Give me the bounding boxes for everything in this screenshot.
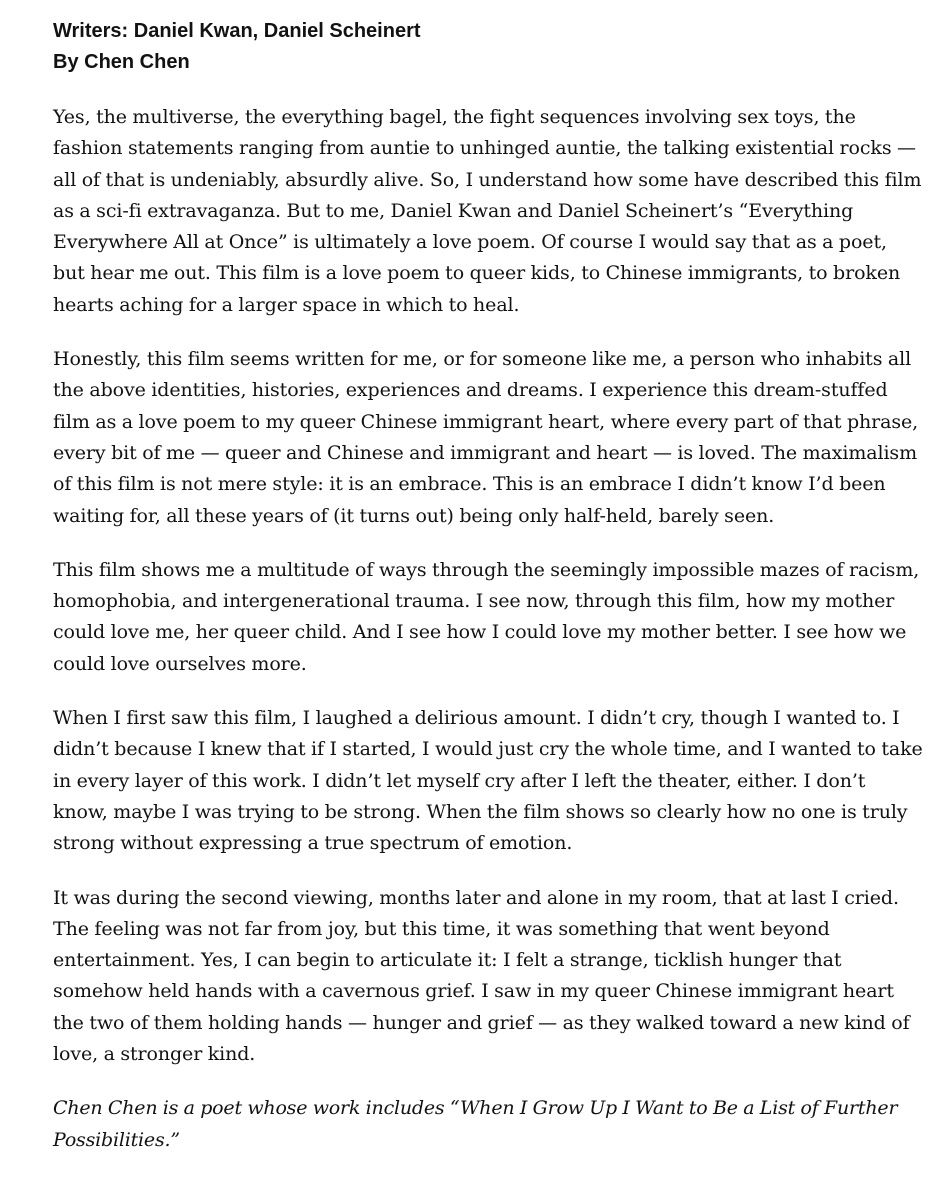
paragraph-5: It was during the second viewing, months later and alone in my room, that at last I cried. The feeling was not far from joy, but this time, it was something that went beyond entertainment. Yes, I can begin to articulate it: I felt a strange, ticklish hunger that somehow held hands with a cavernous grief. I saw in my queer Chinese immigrant heart the two of them holding hands — hunger and grief — as they walked toward a new kind of love, a stronger kind. bbox=[53, 886, 910, 1066]
writers-credit: Writers: Daniel Kwan, Daniel Scheinert bbox=[53, 20, 421, 42]
article-body bbox=[53, 16, 923, 1156]
paragraph-2: Honestly, this film seems written for me, or for someone like me, a person who inhabits all the above identities, histories, experiences and dreams. I experience this dream-stuffed film as a love poem to my queer Chinese immigrant heart, where every part of that phrase, every bit of me — queer and Chinese and immigrant and heart — is loved. The maximalism of this film is not mere style: it is an embrace. This is an embrace I didn’t know I’d been waiting for, all these years of (it turns out) being only half-held, barely seen. bbox=[53, 348, 919, 527]
paragraph-1: Yes, the multiverse, the everything bagel, the fight sequences involving sex toys, the fashion statements ranging from auntie to unhinged auntie, the talking existential rocks — all of that is undeniably, absurdly alive. So, I understand how some have described this film as a sci-fi extravaganza. But to me, Daniel Kwan and Daniel Scheinert’s “Everything Everywhere All at Once” is ultimately a love poem. Of course I would say that as a poet, but hear me out. This film is a love poem to queer kids, to Chinese immigrants, to broken hearts aching for a larger space in which to heal. bbox=[53, 106, 922, 316]
paragraph-4: When I first saw this film, I laughed a delirious amount. I didn’t cry, though I wanted to. I didn’t because I knew that if I started, I would just cry the whole time, and I wanted to take in every layer of this work. I didn’t let myself cry after I left the theater, either. I don’t know, maybe I was trying to be strong. When the film shows so clearly how no one is truly strong without expressing a true spectrum of emotion. bbox=[53, 707, 923, 855]
byline: By Chen Chen bbox=[53, 51, 190, 73]
author-bio: Chen Chen is a poet whose work includes “When I Grow Up I Want to Be a List of Further Possibilities.” bbox=[53, 1097, 898, 1151]
credits-block bbox=[53, 16, 923, 78]
paragraph-3: This film shows me a multitude of ways through the seemingly impossible mazes of racism, homophobia, and intergenerational trauma. I see now, through this film, how my mother could love me, her queer child. And I see how I could love my mother better. I see how we could love ourselves more. bbox=[53, 558, 920, 675]
